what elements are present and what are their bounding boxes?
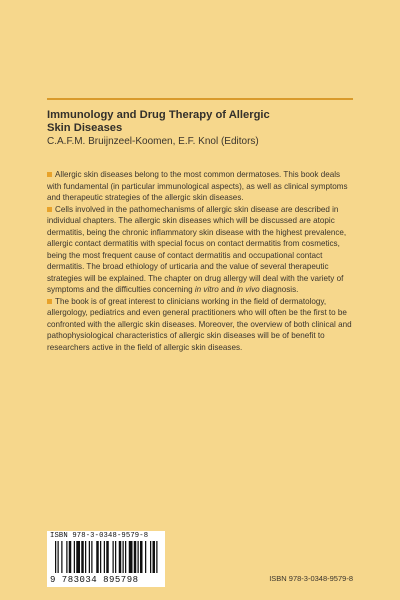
book-title [47,109,347,136]
paragraph-2-text-mid: and [218,285,237,294]
barcode-bar [74,541,75,573]
barcode-bar [89,541,90,573]
barcode-bar [104,541,105,573]
barcode-bar [129,541,133,573]
barcode-bar [91,541,92,573]
description-paragraph-1 [47,169,355,204]
barcode-bar [125,541,126,573]
barcode-bar [153,541,156,573]
book-title-line-1: Immunology and Drug Therapy of Allergic [47,109,270,121]
barcode-bar [156,541,157,573]
barcode-bar [55,541,56,573]
isbn-footer: ISBN 978-3-0348-9579-8 [269,574,353,583]
barcode-bar [58,541,59,573]
barcode-bar [123,541,124,573]
barcode-bar [134,541,137,573]
square-bullet-icon [47,299,52,304]
square-bullet-icon [47,207,52,212]
barcode-bar [100,541,101,573]
square-bullet-icon [47,172,52,177]
barcode-bar [145,541,146,573]
header-rule [47,98,353,100]
barcode-icon [55,541,159,573]
barcode-digits: 9 783034 895798 [50,575,139,585]
barcode-bar [76,541,80,573]
paragraph-2-italic-in-vitro: in vitro [194,285,219,294]
paragraph-2-text-end: diagnosis. [259,285,299,294]
barcode-bar [81,541,84,573]
barcode-bar [119,541,122,573]
barcode-bar [140,541,143,573]
paragraph-2-text-start: Cells involved in the pathomechanisms of allergic skin disease are described in individual chapters. The allergic skin diseases which will be discussed are atopic dermatitis, being the chronic inflammatory skin disease with the highest prevalence, allergic contact dermatitis with special focus on contact dermatitis from cosmetics, being the most frequent cause of contact dermatitis and occupational contact dermatitis. The broad ethiology of urticaria and the value of several therapeutic strategies will be explained. The chapter on drug allergy will deal with the variety of symptoms and the difficulties concerning [47,204,347,294]
book-editors: C.A.F.M. Bruijnzeel-Koomen, E.F. Knol (Editors) [47,136,259,147]
barcode-bar [66,541,67,573]
barcode-bar [85,541,86,573]
description-paragraph-3 [47,296,355,354]
barcode-isbn-label: ISBN 978-3-0348-9579-8 [50,532,149,540]
barcode-bar [106,541,109,573]
paragraph-1-text: Allergic skin diseases belong to the most common dermatoses. This book deals with fundamental (in particular immunological aspects), as well as clinical symptoms and therapeutic strategies of the allergic skin diseases. [47,170,348,202]
barcode-bar [138,541,139,573]
barcode-panel [47,531,165,587]
description-paragraph-2 [47,204,355,296]
back-cover-description [47,169,355,353]
paragraph-2-italic-in-vivo: in vivo [236,285,260,294]
barcode-bar [113,541,114,573]
barcode-bar [61,541,62,573]
book-title-line-2: Skin Diseases [47,122,123,135]
barcode-bar [115,541,116,573]
barcode-bar [69,541,72,573]
paragraph-3-text: The book is of great interest to clinicians working in the field of dermatology, allergology, pediatrics and even general practitioners who will often be the first to be confronted with the allergic skin diseases. Moreover, the overview of both clinical and pathophysiological characteristics of allergic skin diseases will be of benefit to researchers active in the field of allergic skin diseases. [47,296,352,352]
barcode-bar [150,541,151,573]
barcode-bar [96,541,99,573]
